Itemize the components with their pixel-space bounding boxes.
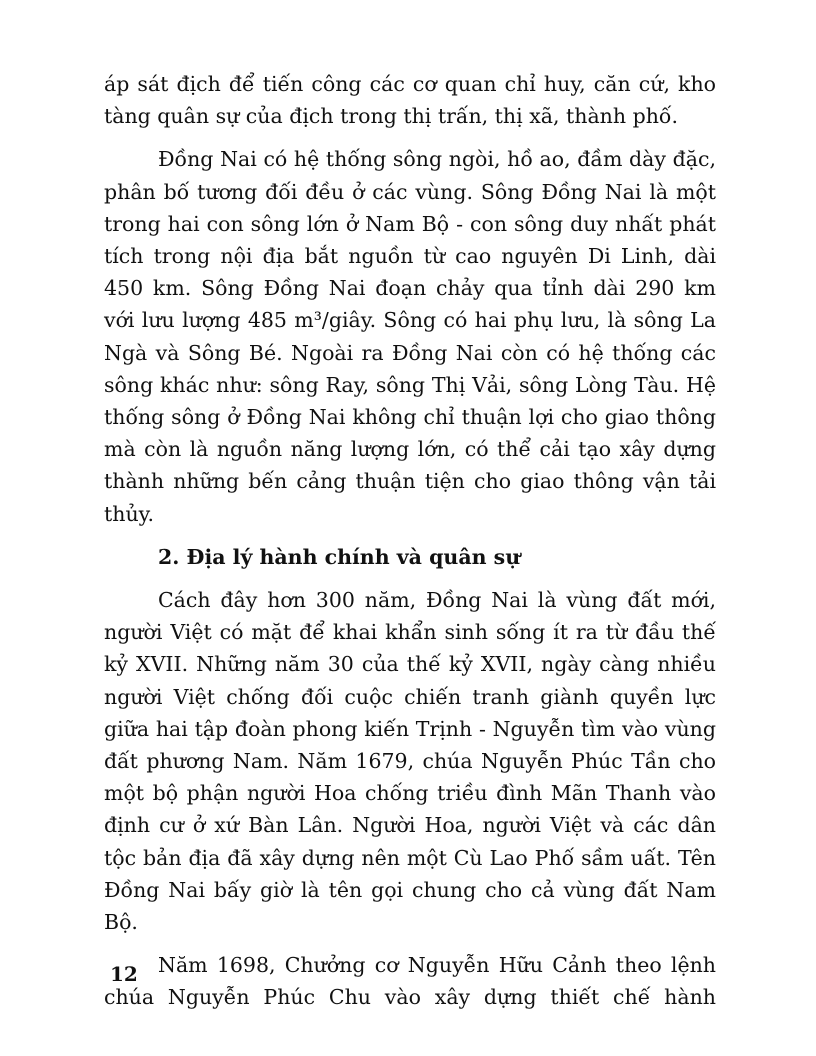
section-heading: 2. Địa lý hành chính và quân sự — [158, 544, 521, 569]
paragraph-rivers: Đồng Nai có hệ thống sông ngòi, hồ ao, đầm dày đặc, phân bố tương đối đều ở các vùng. Sông Đồng Nai là một trong hai con sông lớn ở Nam Bộ - con sông duy nhất phát tích trong nội địa bắt nguồn từ cao nguyên Di Linh, dài 450 km. Sông Đồng Nai đoạn chảy qua tỉnh dài 290 km với lưu lượng 485 m³/giây. Sông có hai phụ lưu, là sông La Ngà và Sông Bé. Ngoài ra Đồng Nai còn có hệ thống các sông khác như: sông Ray, sông Thị Vải, sông Lòng Tàu. Hệ thống sông ở Đồng Nai không chỉ thuận lợi cho giao thông mà còn là nguồn năng lượng lớn, có thể cải tạo xây dựng thành những bến cảng thuận tiện cho giao thông vận tải thủy. — [104, 147, 716, 526]
page-number: 12 — [110, 962, 138, 986]
paragraph-continuation: áp sát địch để tiến công các cơ quan chỉ huy, căn cứ, kho tàng quân sự của địch trong thị trấn, thị xã, thành phố. — [104, 72, 716, 129]
paragraph-1698: Năm 1698, Chưởng cơ Nguyễn Hữu Cảnh theo lệnh chúa Nguyễn Phúc Chu vào xây dựng thiết chế hành — [104, 953, 716, 1010]
paragraph-history: Cách đây hơn 300 năm, Đồng Nai là vùng đất mới, người Việt có mặt để khai khẩn sinh sống ít ra từ đầu thế kỷ XVII. Những năm 30 của thế kỷ XVII, ngày càng nhiều người Việt chống đối cuộc chiến tranh giành quyền lực giữa hai tập đoàn phong kiến Trịnh - Nguyễn tìm vào vùng đất phương Nam. Năm 1679, chúa Nguyễn Phúc Tần cho một bộ phận người Hoa chống triều đình Mãn Thanh vào định cư ở xứ Bàn Lân. Người Hoa, người Việt và các dân tộc bản địa đã xây dựng nên một Cù Lao Phố sầm uất. Tên Đồng Nai bấy giờ là tên gọi chung cho cả vùng đất Nam Bộ. — [104, 588, 716, 935]
page-body — [104, 68, 716, 1014]
